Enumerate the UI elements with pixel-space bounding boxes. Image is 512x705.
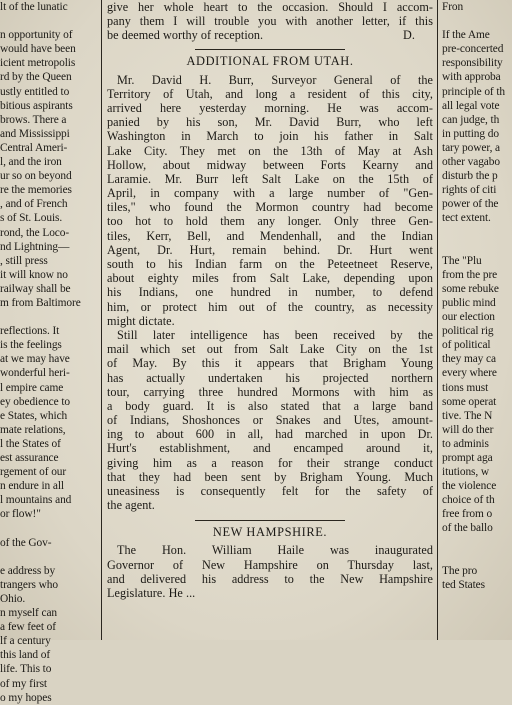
article-new-hampshire bbox=[107, 543, 433, 600]
left-text-line: at we may have bbox=[0, 353, 70, 366]
right-text-line: can judge, th bbox=[442, 113, 500, 126]
left-text-line: lf a century bbox=[0, 635, 51, 648]
right-text-line: choice of th bbox=[442, 494, 495, 507]
right-text-line: with approba bbox=[442, 71, 501, 84]
section-divider bbox=[195, 520, 345, 521]
left-text-line: this land of bbox=[0, 649, 51, 662]
left-text-line: rd by the Queen bbox=[0, 71, 72, 84]
article-line: ing to about 600 in all, had marched in upon Dr. bbox=[107, 427, 433, 442]
right-text-line: responsibility bbox=[442, 57, 503, 70]
right-text-line: rights of citi bbox=[442, 184, 497, 197]
right-text-line: tions must bbox=[442, 381, 489, 394]
left-text-line: , and of French bbox=[0, 198, 68, 211]
left-text-line: e address by bbox=[0, 564, 56, 577]
article-line: his Indians, one hundred in number, to defend bbox=[107, 285, 433, 300]
right-text-line: in putting do bbox=[442, 127, 499, 140]
article-line: the agent. bbox=[107, 498, 155, 513]
top-signature: D. bbox=[403, 28, 415, 43]
right-text-line: all legal vote bbox=[442, 99, 500, 112]
left-text-line bbox=[0, 310, 96, 324]
left-text-line: est assurance bbox=[0, 452, 59, 464]
article-line: him, or protect him out of the country, as necessity bbox=[107, 299, 433, 314]
right-text-line: other vagabo bbox=[442, 156, 500, 169]
article-line: panied by his son, Mr. David Burr, who left bbox=[107, 115, 433, 130]
left-text-line bbox=[0, 14, 96, 28]
top-line: be deemed worthy of reception. bbox=[107, 28, 264, 43]
left-text-line: trangers who bbox=[0, 578, 58, 591]
article-line: tiles, Kerr, Bell, and Mendenhall, and the Indian bbox=[107, 228, 433, 243]
left-text-line: is the feelings bbox=[0, 339, 62, 352]
left-text-line: ey obedience to bbox=[0, 395, 70, 408]
left-text-line: icient metropolis bbox=[0, 57, 76, 70]
right-text-line: the violence bbox=[442, 480, 497, 493]
right-text-line: disturb the p bbox=[442, 170, 498, 183]
left-text-line: l mountains and bbox=[0, 494, 72, 507]
article-line: Hollow, about midway between Forts Kearny and bbox=[107, 157, 433, 172]
left-text-line: re the memories bbox=[0, 184, 72, 197]
left-text-line: l, and the iron bbox=[0, 156, 62, 169]
article-line: Hurt's establishment, and encamped around it, bbox=[107, 441, 433, 456]
top-line: pany them I will trouble you with another letter, if this bbox=[107, 14, 433, 29]
article-line: Lake City. They met on the 13th of May at Ash bbox=[107, 143, 433, 158]
article-line: and delivered his address to the New Hampshire bbox=[107, 571, 433, 586]
article-line: of May. By this it appears that Brigham Young bbox=[107, 356, 433, 371]
right-text-line: principle of th bbox=[442, 85, 506, 98]
left-text-line: it will know no bbox=[0, 268, 68, 281]
article-line: giving him as a reason for their strange conduct bbox=[107, 455, 433, 470]
left-text-line: or flow!" bbox=[0, 508, 41, 521]
article-line: has actually undertaken his projected northern bbox=[107, 370, 433, 385]
right-text-line bbox=[442, 550, 512, 564]
left-text-line: l the States of bbox=[0, 437, 61, 450]
left-text-line: ustly entitled to bbox=[0, 85, 70, 98]
right-text-line: tary power, a bbox=[442, 141, 501, 154]
left-text-line bbox=[0, 521, 96, 535]
article-line: April, in company with a large number of "Gen- bbox=[107, 186, 433, 201]
left-text-line: , still press bbox=[0, 254, 48, 267]
right-text-line: itutions, w bbox=[442, 466, 489, 479]
right-text-line: pre-concerted bbox=[442, 43, 504, 56]
article-line: a body guard. It is also stated that a large band bbox=[107, 398, 433, 413]
right-text-line bbox=[442, 536, 512, 550]
left-text-line: l empire came bbox=[0, 381, 64, 394]
article-line: that they had been sent by Brigham Young. Much bbox=[107, 469, 433, 484]
right-text-line: every where bbox=[442, 367, 497, 380]
right-text-line bbox=[442, 14, 512, 28]
right-text-line: Fron bbox=[442, 1, 464, 13]
left-text-line: of my first bbox=[0, 677, 47, 690]
left-text-line: bitious aspirants bbox=[0, 99, 73, 112]
article-line: Governor of New Hampshire on Thursday last, bbox=[107, 557, 433, 572]
article-line: arrived here yesterday morning. He was accom- bbox=[107, 100, 433, 115]
left-text-line: reflections. It bbox=[0, 325, 60, 338]
article-line: too hot to hold them any longer. Only three Gen- bbox=[107, 214, 433, 229]
article-utah bbox=[107, 73, 433, 513]
article-line: tour, carrying three hundred Mormons with him as bbox=[107, 384, 433, 399]
middle-column bbox=[107, 0, 433, 600]
right-text-line: of the ballo bbox=[442, 522, 493, 535]
left-text-line: wonderful heri- bbox=[0, 367, 70, 380]
left-text-line bbox=[0, 550, 96, 564]
section-divider bbox=[195, 49, 345, 50]
article-line: Mr. David H. Burr, Surveyor General of the bbox=[117, 72, 433, 87]
left-text-line: nd Lightning— bbox=[0, 240, 70, 253]
right-text-line: tive. The N bbox=[442, 409, 493, 422]
article-line: Territory of Utah, and long a resident of this city, bbox=[107, 86, 433, 101]
article-line: The Hon. William Haile was inaugurated bbox=[117, 543, 433, 558]
left-text-line: m from Baltimore bbox=[0, 296, 81, 309]
left-text-line: would have been bbox=[0, 43, 76, 56]
right-column bbox=[442, 0, 512, 592]
left-text-line: Ohio. bbox=[0, 592, 26, 605]
left-text-line: n myself can bbox=[0, 607, 57, 620]
article-line: Washington in March to join his father in Salt bbox=[107, 129, 433, 144]
right-text-line: free from o bbox=[442, 508, 493, 521]
section-heading-new-hampshire: NEW HAMPSHIRE. bbox=[212, 525, 328, 540]
article-line: uneasiness is consequently felt for the safety of bbox=[107, 484, 433, 498]
left-text-line: o my hopes bbox=[0, 691, 52, 704]
article-line: might dictate. bbox=[107, 313, 175, 328]
article-line: of Indians, Shoshonces or Snakes and Utes, amount- bbox=[107, 413, 433, 428]
left-column bbox=[0, 0, 96, 705]
right-text-line: some operat bbox=[442, 395, 497, 408]
top-closing-line bbox=[107, 28, 433, 42]
article-line: Still later intelligence has been received by the bbox=[117, 327, 433, 342]
left-text-line: lt of the lunatic bbox=[0, 1, 68, 13]
right-text-line: power of the bbox=[442, 198, 499, 211]
article-line: mail which set out from Salt Lake City on the 1st bbox=[107, 342, 433, 357]
left-text-line: of the Gov- bbox=[0, 536, 52, 549]
right-text-line bbox=[442, 226, 512, 240]
article-line: tiles," who found the Mormon country had become bbox=[107, 200, 433, 215]
left-text-line: brows. There a bbox=[0, 113, 67, 126]
left-text-line: Central Ameri- bbox=[0, 141, 68, 154]
article-line: Agent, Dr. Hurt, remain behind. Dr. Hurt went bbox=[107, 242, 433, 257]
right-text-line: some rebuke bbox=[442, 282, 499, 295]
right-text-line bbox=[442, 240, 512, 254]
right-text-line: political rig bbox=[442, 325, 494, 338]
left-text-line: n endure in all bbox=[0, 480, 64, 493]
left-text-line: mate relations, bbox=[0, 423, 66, 436]
right-text-line: of political bbox=[442, 339, 491, 352]
right-text-line: The pro bbox=[442, 564, 478, 577]
left-text-line: rgement of our bbox=[0, 466, 67, 479]
article-line: Laramie. Mr. Burr left Salt Lake on the 15th of bbox=[107, 171, 433, 186]
section-heading-utah: ADDITIONAL FROM UTAH. bbox=[186, 53, 354, 68]
left-text-line: n opportunity of bbox=[0, 29, 73, 42]
left-text-line: rond, the Loco- bbox=[0, 226, 70, 239]
right-text-line: they may ca bbox=[442, 353, 496, 366]
left-text-line: railway shall be bbox=[0, 282, 71, 295]
right-text-line: tect extent. bbox=[442, 212, 491, 225]
right-text-line: public mind bbox=[442, 296, 496, 309]
left-text-line: and Mississippi bbox=[0, 127, 70, 140]
column-rule-right bbox=[437, 0, 438, 640]
right-text-line: will do ther bbox=[442, 423, 494, 436]
right-text-line: prompt aga bbox=[442, 452, 493, 464]
article-line: about eighty miles from Salt Lake, depending upon bbox=[107, 271, 433, 286]
left-text-line: ur so on beyond bbox=[0, 170, 72, 183]
right-text-line: our election bbox=[442, 311, 495, 324]
left-text-line: life. This to bbox=[0, 663, 52, 676]
article-line: Legislature. He ... bbox=[107, 585, 196, 600]
right-text-line: ted States bbox=[442, 578, 485, 591]
right-text-line: The "Plu bbox=[442, 254, 482, 267]
top-line: give her whole heart to the occasion. Should I accom- bbox=[107, 0, 433, 14]
column-rule-left bbox=[101, 0, 102, 640]
left-text-line: a few feet of bbox=[0, 621, 56, 634]
right-text-line: from the pre bbox=[442, 268, 498, 281]
article-line: south to his Indian farm on the Peteetneet Reserve, bbox=[107, 257, 433, 271]
right-text-line: to adminis bbox=[442, 437, 489, 450]
left-text-line: e States, which bbox=[0, 409, 68, 422]
right-text-line: If the Ame bbox=[442, 29, 490, 42]
left-text-line: s of St. Louis. bbox=[0, 212, 63, 225]
